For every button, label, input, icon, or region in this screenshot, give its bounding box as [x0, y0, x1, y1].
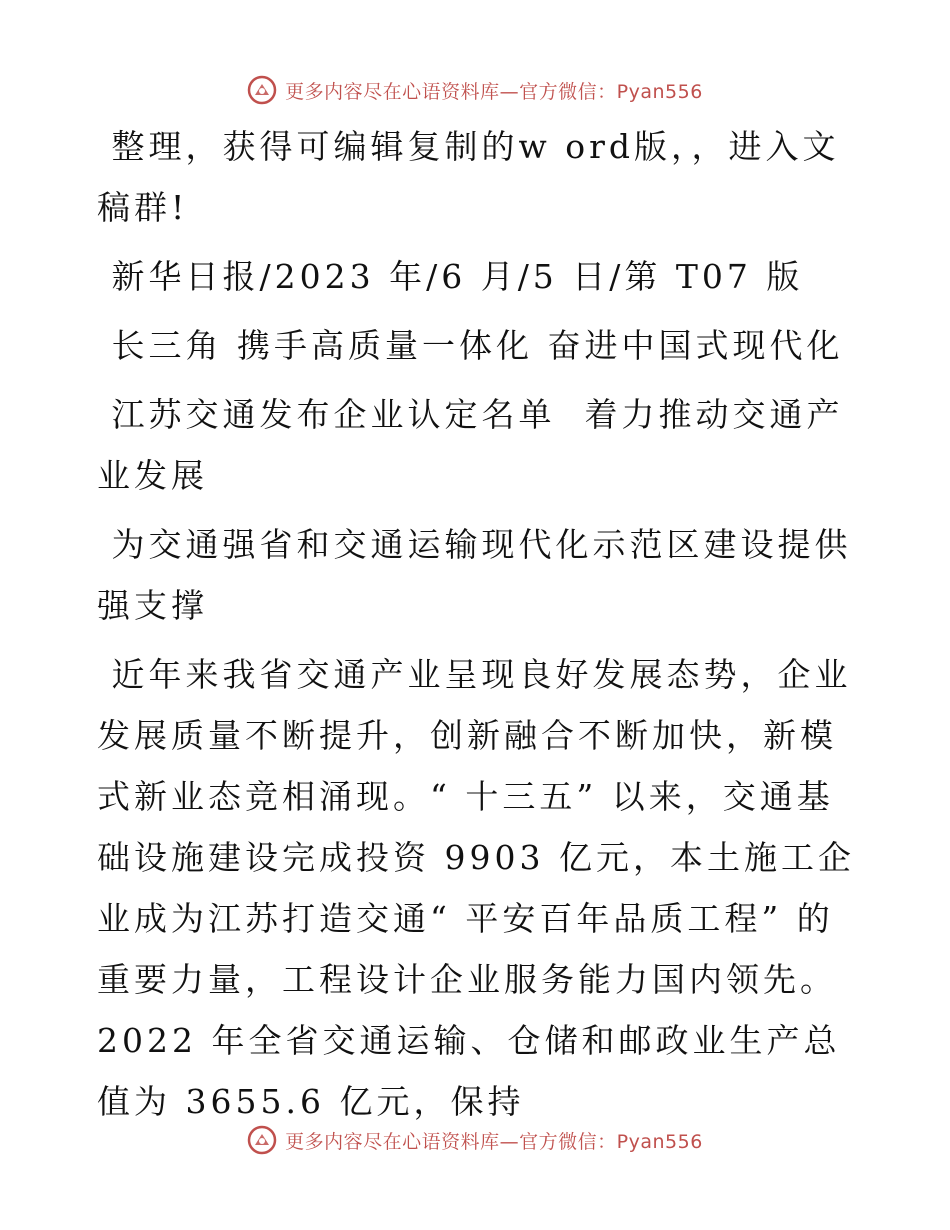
paragraph-source-line: 新华日报/2023 年/6 月/5 日/第 T07 版	[97, 257, 804, 296]
red-circular-emblem-icon	[247, 75, 277, 105]
document-body	[97, 116, 857, 1132]
page-header-watermark	[0, 70, 950, 110]
paragraph-headline-1: 长三角 携手高质量一体化 奋进中国式现代化	[97, 326, 844, 365]
red-circular-emblem-icon	[247, 1125, 277, 1155]
paragraph-headline-2: 江苏交通发布企业认定名单 着力推动交通产业发展	[97, 395, 844, 495]
page-footer-watermark	[0, 1120, 950, 1160]
paragraph-intro: 整理，获得可编辑复制的w ord版，，进入文稿群!	[97, 127, 840, 227]
header-watermark-text: 更多内容尽在心语资料库—官方微信：Pyan556	[285, 80, 703, 103]
paragraph-body: 近年来我省交通产业呈现良好发展态势，企业发展质量不断提升，创新融合不断加快，新模式新业态竞相涌现。“ 十三五” 以来，交通基础设施建设完成投资 9903 亿元，本土施工企业成为江苏打造交通“ 平安百年品质工程” 的重要力量，工程设计企业服务能力国内领先。2022 年全省交通运输、仓储和邮政业生产总值为 3655.6 亿元，保持	[97, 655, 855, 1121]
paragraph-headline-3: 为交通强省和交通运输现代化示范区建设提供强支撑	[97, 525, 852, 625]
footer-watermark-text: 更多内容尽在心语资料库—官方微信：Pyan556	[285, 1130, 703, 1153]
